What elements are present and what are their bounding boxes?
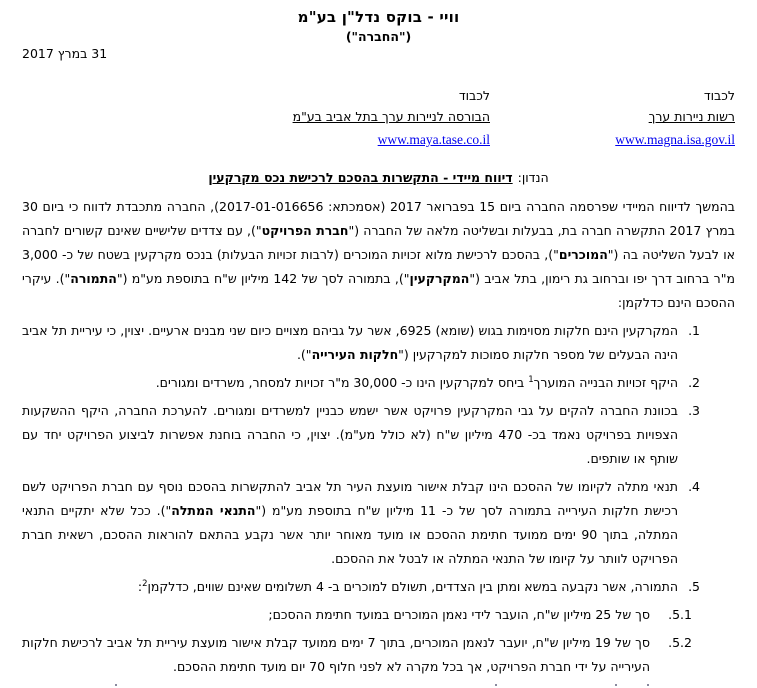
agreement-item [22, 319, 735, 367]
footnote-ref: 1 [528, 374, 534, 385]
item-number: 5.2. [668, 635, 692, 650]
text-segment: "), בתמורה לסך של 142 מיליון ש"ח בתוספת מע"מ (" [116, 271, 410, 286]
next-line-cutoff [495, 684, 497, 686]
text-segment: התמורה, אשר נקבעה במשא ומתן בין הצדדים, תשולם למוכרים ב- 4 תשלומים שאינם שווים, כדלקמן [147, 579, 678, 594]
item-text [22, 479, 678, 566]
item-text [268, 607, 650, 622]
item-number: 3. [688, 403, 700, 418]
maya-link[interactable]: www.maya.tase.co.il [377, 132, 490, 147]
text-segment: "). [296, 347, 312, 362]
text-segment: ), החברה מתכבדת לדווח כי ביום 30 במרץ 2017 התקשרה חברה בת, בבעלות ובשליטה מלאה של החברה (" [22, 199, 735, 238]
defined-term: המוכרים [558, 247, 608, 262]
text-segment: 2017-01-016656 [219, 199, 324, 214]
next-line-cutoff [647, 684, 649, 686]
text-segment: "). ככל שלא יתקיים התנאי המתלה, בתוך 90 ימים ממועד חתימת ההסכם או מועד מאוחר יותר אשר נקבע בהתאם להוראות ההסכם, רשאית חברת הפרויקט לוותר על קיומו של התנאי המתלה או לבטל את ההסכם. [22, 503, 678, 566]
company-title: וויי - בוקס נדל"ן בע"מ [297, 8, 460, 26]
text-segment: היקף זכויות הבנייה המוערך [533, 375, 678, 390]
item-number: 1. [688, 323, 700, 338]
text-segment: "), בהסכם לרכישת מלוא זכויות המוכרים (לרבות זכויות הבעלות) בנכס מקרקעין בשטח של כ- 3,000 מ"ר ברחוב דרך יפו וברחוב גת רימון, בתל אביב (" [22, 247, 735, 286]
agreement-terms-list [22, 319, 735, 679]
next-line-cutoff [115, 684, 117, 686]
text-segment: "). עיקרי ההסכם הינם כדלקמן: [22, 271, 735, 310]
company-subtitle: ("החברה") [345, 29, 412, 44]
recipients-row [22, 85, 735, 150]
item-text [138, 579, 678, 594]
recipient-tase [270, 85, 490, 150]
agreement-item [22, 475, 735, 571]
recipient-salutation: לכבוד [458, 88, 490, 103]
text-segment: המקרקעין הינם חלקות מסוימות בגוש (שומא) 6925, אשר על גביהם מצויים כיום שני מבנים ארעיים. יצוין, כי עיריית תל אביב הינה הבעלים של מספר חלקות סמוכות למקרקעין (" [22, 323, 678, 362]
defined-term: חברת הפרויקט [261, 223, 349, 238]
text-segment: בהמשך לדיווח המיידי שפרסמה החברה ביום 15 בפברואר 2017 (אסמכתא: [323, 199, 735, 214]
defined-term: התמורה [70, 271, 117, 286]
text-segment: סך של 25 מיליון ש"ח, הועבר לידי נאמן המוכרים במועד חתימת ההסכם; [268, 607, 650, 622]
footnote-ref: 2 [142, 578, 148, 589]
agreement-subitem [22, 603, 735, 627]
text-segment: סך של 19 מיליון ש"ח, יועבר לנאמן המוכרים, בתוך 7 ימים ממועד קבלת אישור מועצת עיריית תל אביב לרכישת חלקות העירייה על ידי חברת הפרויקט, אך בכל מקרה לא לפני חלוף 70 יום מועד חתימת ההסכם. [22, 635, 651, 674]
subject-prefix: הנדון: [517, 170, 549, 185]
item-text [156, 375, 678, 390]
item-number: 2. [688, 375, 700, 390]
recipient-org-name: רשות ניירות ערך [648, 109, 735, 124]
subject-line [22, 170, 735, 185]
item-number: 4. [688, 479, 700, 494]
text-segment: ביחס למקרקעין הינו כ- 30,000 מ"ר זכויות למסחר, משרדים ומגורים. [155, 375, 529, 390]
item-text [22, 403, 678, 466]
recipient-org-name: הבורסה לניירות ערך בתל אביב בע"מ [292, 109, 490, 124]
item-text [22, 323, 678, 362]
intro-paragraph [22, 195, 735, 315]
report-date: 31 במרץ 2017 [22, 46, 108, 61]
agreement-item [22, 399, 735, 471]
agreement-subitem [22, 631, 735, 679]
recipient-isa [562, 85, 735, 150]
agreement-item [22, 371, 735, 395]
defined-term: חלקות העירייה [311, 347, 399, 362]
defined-term: המקרקעין [409, 271, 470, 286]
magna-link[interactable]: www.magna.isa.gov.il [615, 132, 735, 147]
agreement-item [22, 575, 735, 599]
text-segment: : [137, 579, 143, 594]
text-segment: "), עם צדדים שלישיים שאינם קשורים לחברה או לבעל השליטה בה (" [22, 223, 735, 262]
defined-term: התנאי המתלה [171, 503, 256, 518]
item-number: 5. [688, 579, 700, 594]
item-number: 5.1. [668, 607, 692, 622]
subject-title: דיווח מיידי - התקשרות בהסכם לרכישת נכס מקרקעין [208, 170, 513, 185]
text-segment: תנאי מתלה לקיומו של ההסכם הינו קבלת אישור מועצת העיר תל אביב להתקשרות בהסכם נוסף עם חברת הפרויקט לשם רכישת חלקות העירייה בתמורה לסך של כ- 11 מיליון ש"ח בתוספת מע"מ (" [22, 479, 679, 518]
recipient-salutation: לכבוד [703, 88, 735, 103]
next-line-cutoff [615, 684, 617, 686]
item-text [22, 635, 650, 674]
text-segment: בכוונת החברה להקים על גבי המקרקעין פרויקט אשר ישמש כבניין למשרדים ומגורים. להערכת החברה, היקף ההשקעות הצפויות בפרויקט נאמד בכ- 470 מיליון ש"ח (לא כולל מע"מ). יצוין, כי החברה בוחנת אפשרות לביצוע הפרויקט יחד עם שותף או שותפים. [22, 403, 679, 466]
